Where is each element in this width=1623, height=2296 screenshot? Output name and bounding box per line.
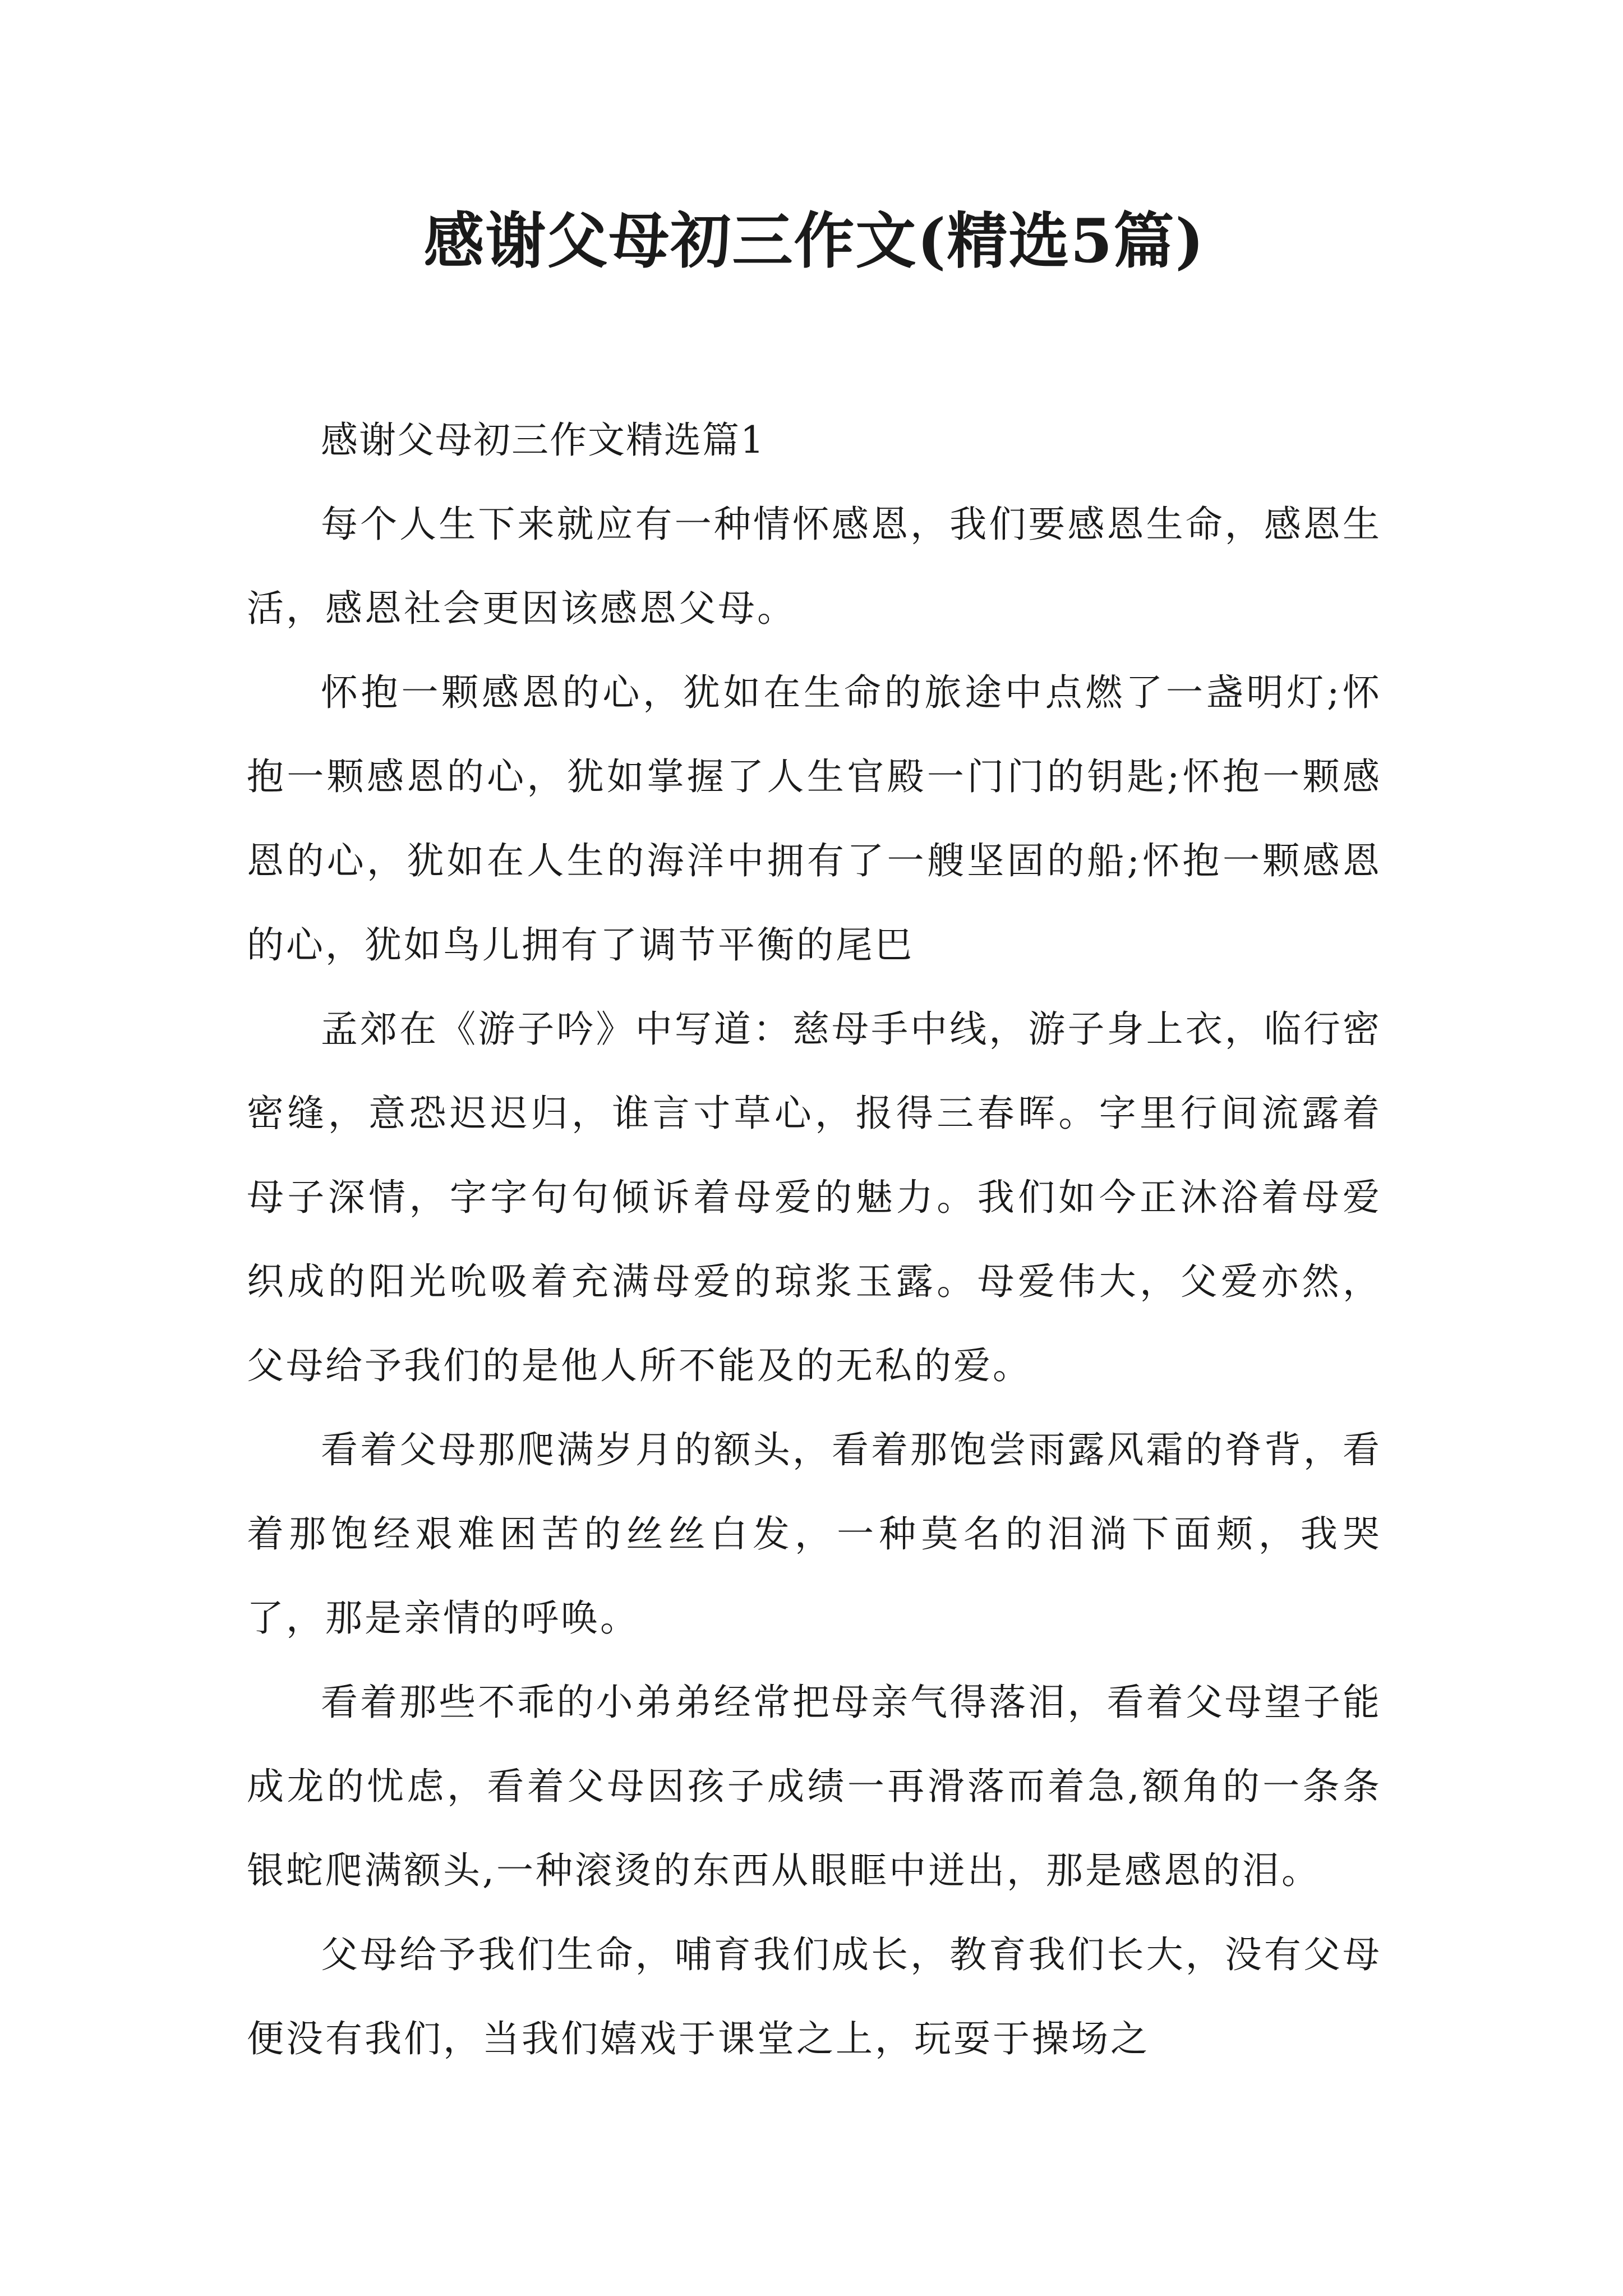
paragraph-4: 看着父母那爬满岁月的额头，看着那饱尝雨露风霜的脊背，看着那饱经艰难困苦的丝丝白发，一种莫名的泪淌下面颊，我哭了，那是亲情的呼唤。 [247,1428,1382,1640]
section-heading: 感谢父母初三作文精选篇1 [321,418,765,462]
paragraph-3: 孟郊在《游子吟》中写道：慈母手中线，游子身上衣，临行密密缝，意恐迟迟归，谁言寸草心，报得三春晖。字里行间流露着母子深情，字字句句倾诉着母爱的魅力。我们如今正沐浴着母爱织成的阳光吮吸着充满母爱的琼浆玉露。母爱伟大，父爱亦然，父母给予我们的是他人所不能及的无私的爱。 [247,1007,1382,1387]
document-title: 感谢父母初三作文(精选5篇) [423,206,1205,277]
paragraph-5: 看着那些不乖的小弟弟经常把母亲气得落泪，看着父母望子能成龙的忧虑，看着父母因孩子成绩一再滑落而着急,额角的一条条银蛇爬满额头,一种滚烫的东西从眼眶中迸出，那是感恩的泪。 [247,1681,1382,1892]
paragraph-2: 怀抱一颗感恩的心，犹如在生命的旅途中点燃了一盏明灯;怀抱一颗感恩的心，犹如掌握了人生官殿一门门的钥匙;怀抱一颗感恩的心，犹如在人生的海洋中拥有了一艘坚固的船;怀抱一颗感恩的心，犹如鸟儿拥有了调节平衡的尾巴 [247,671,1382,967]
paragraph-1: 每个人生下来就应有一种情怀感恩，我们要感恩生命，感恩生活，感恩社会更因该感恩父母。 [247,503,1382,630]
paragraph-6: 父母给予我们生命，哺育我们成长，教育我们长大，没有父母便没有我们，当我们嬉戏于课堂之上，玩耍于操场之 [247,1933,1382,2060]
